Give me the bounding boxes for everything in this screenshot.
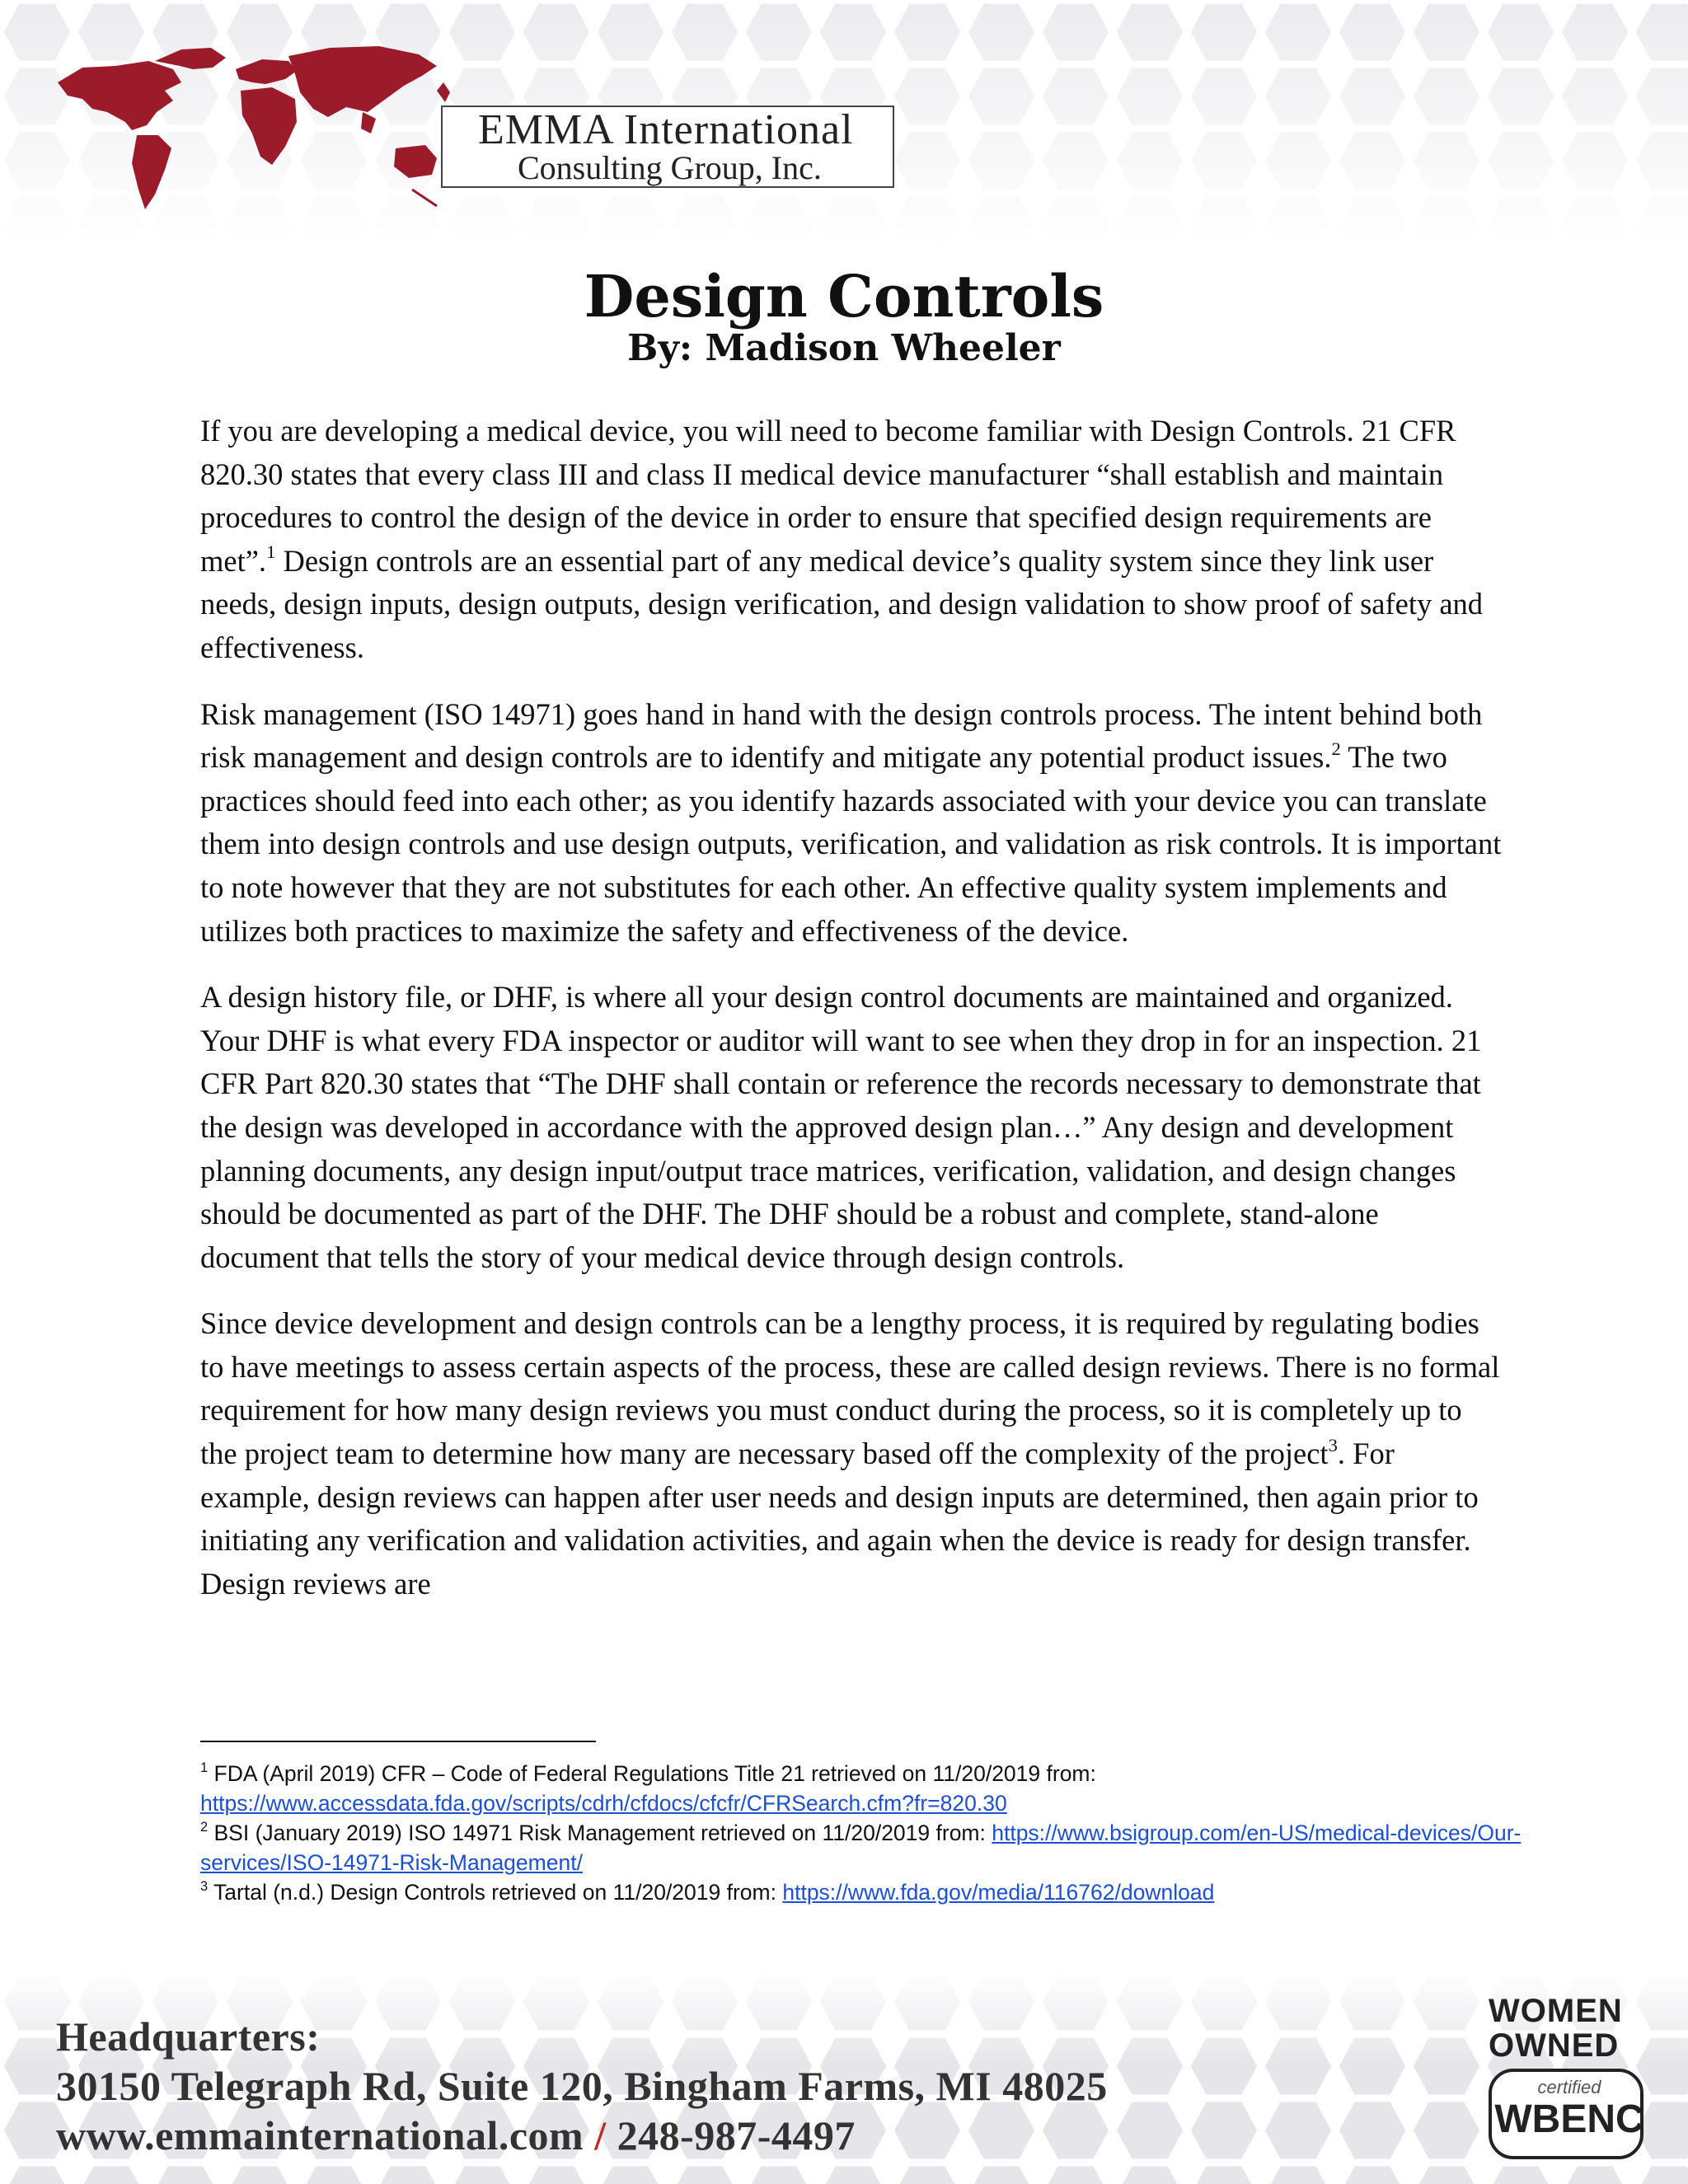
page-title: Design Controls <box>584 262 1104 330</box>
footnote-number: 2 <box>200 1819 209 1835</box>
paragraph-4 <box>200 1302 1503 1605</box>
badge-women: WOMEN <box>1489 1993 1623 2029</box>
footnote-number: 3 <box>200 1878 209 1894</box>
footnote-text: Tartal (n.d.) Design Controls retrieved on 11/20/2019 from: <box>208 1880 783 1905</box>
footnote-link[interactable]: https://www.bsigroup.com/en-US/medical-devices/Our-services/ISO-14971-Risk-Management/ <box>200 1821 1522 1875</box>
footer-contact <box>56 2013 1108 2162</box>
paragraph-1-text-b: Design controls are an essential part of any medical device’s quality system since they link user needs, design inputs, design outputs, design verification, and design validation to show proof of safety and effectiveness. <box>200 543 1484 664</box>
paragraph-4-text-a: Since device development and design controls can be a lengthy process, it is required by regulating bodies to have meetings to assess certain aspects of the process, these are called design reviews. There is no formal requirement for how many design reviews you must conduct during the process, so it is completely up to the project team to determine how many are necessary based off the complexity of the project <box>200 1306 1500 1471</box>
separator: / <box>584 2112 617 2158</box>
badge-owned: OWNED <box>1489 2027 1620 2064</box>
badge-wbenc: WBENC <box>1494 2097 1644 2141</box>
footnote-text: BSI (January 2019) ISO 14971 Risk Management retrieved on 11/20/2019 from: <box>208 1821 992 1845</box>
headquarters-label: Headquarters: <box>56 2013 321 2060</box>
phone[interactable]: 248-987-4497 <box>617 2112 856 2158</box>
paragraph-4-text-b: . For example, design reviews can happen after user needs and design inputs are determined, then again prior to initiating any verification and validation activities, and again when the device is ready for design transfer. Design reviews are <box>200 1436 1479 1601</box>
world-map-logo <box>49 33 462 239</box>
paragraph-1 <box>200 410 1503 670</box>
footnote-1 <box>200 1759 1536 1818</box>
footnote-2 <box>200 1818 1536 1877</box>
badge-seal <box>1489 2069 1643 2159</box>
address: 30150 Telegraph Rd, Suite 120, Bingham Farms, MI 48025 <box>56 2063 1108 2109</box>
footnote-ref-3[interactable]: 3 <box>1328 1434 1338 1455</box>
company-name-line1: EMMA International <box>478 106 854 153</box>
paragraph-3: A design history file, or DHF, is where all your design control documents are maintained and organized. Your DHF is what every FDA inspector or auditor will want to see when they drop in for an inspection. 21 CFR Part 820.30 states that “The DHF shall contain or reference the records necessary to demonstrate that the design was developed in accordance with the approved design plan…” Any design and development planning documents, any design input/output trace matrices, verification, validation, and design changes should be documented as part of the DHF. The DHF should be a robust and complete, stand-alone document that tells the story of your medical device through design controls. <box>200 980 1482 1274</box>
footnote-ref-2[interactable]: 2 <box>1331 738 1341 759</box>
footnote-number: 1 <box>200 1760 209 1775</box>
footnote-link[interactable]: https://www.fda.gov/media/116762/download <box>782 1880 1215 1905</box>
footnotes <box>200 1759 1536 1907</box>
wbenc-badge <box>1484 1993 1648 2166</box>
footnote-divider <box>200 1741 596 1742</box>
author-byline: By: Madison Wheeler <box>627 327 1061 369</box>
paragraph-2-text-a: Risk management (ISO 14971) goes hand in hand with the design controls process. The intent behind both risk management and design controls are to identify and mitigate any potential product issues. <box>200 696 1483 775</box>
paragraph-2-text-b: The two practices should feed into each other; as you identify hazards associated with your device you can translate them into design controls and use design outputs, verification, and validation as risk controls. It is important to note however that they are not substitutes for each other. An effective quality system implements and utilizes both practices to maximize the safety and effectiveness of the device. <box>200 740 1502 948</box>
footnote-text: FDA (April 2019) CFR – Code of Federal Regulations Title 21 retrieved on 11/20/2019 from: <box>208 1761 1096 1786</box>
footnote-link[interactable]: https://www.accessdata.fda.gov/scripts/cdrh/cfdocs/cfcfr/CFRSearch.cfm?fr=820.30 <box>200 1791 1007 1816</box>
badge-certified: certified <box>1537 2077 1601 2097</box>
article-body <box>200 410 1503 1629</box>
website[interactable]: www.emmainternational.com <box>56 2112 584 2158</box>
web-phone-line <box>56 2112 1108 2162</box>
footnote-3 <box>200 1877 1536 1907</box>
footnote-ref-1[interactable]: 1 <box>266 541 276 563</box>
paragraph-1-text-a: If you are developing a medical device, you will need to become familiar with Design Controls. 21 CFR 820.30 states that every class III and class II medical device manufacturer “shall establish and maintain procedures to control the design of the device in order to ensure that specified design requirements are met”. <box>200 414 1456 578</box>
paragraph-2 <box>200 693 1503 954</box>
company-name-line2: Consulting Group, Inc. <box>518 149 822 186</box>
